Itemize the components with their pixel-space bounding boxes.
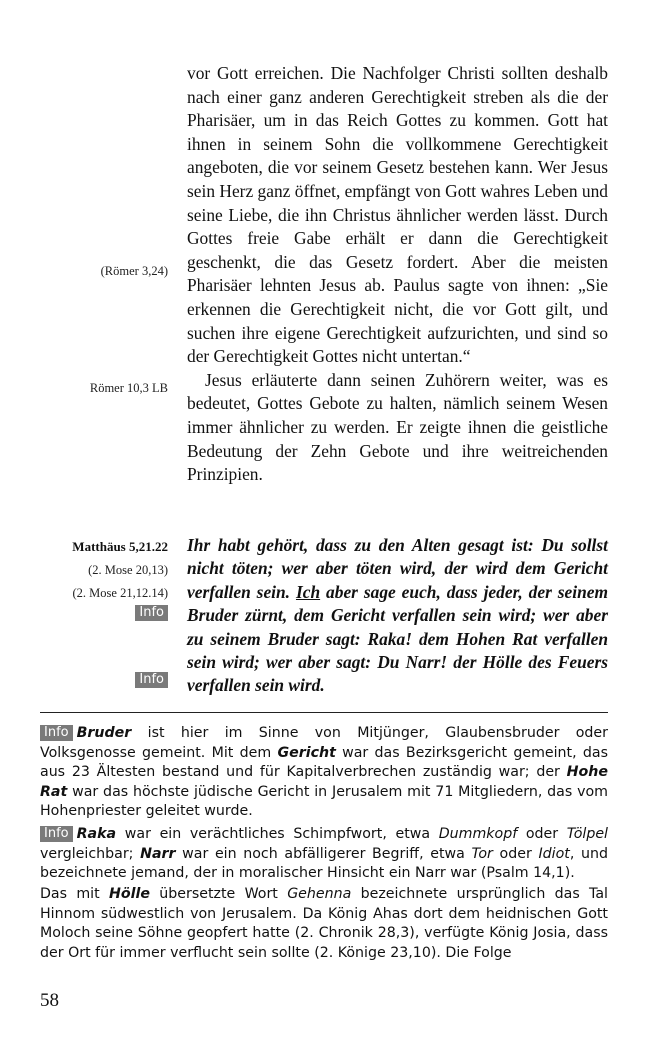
- body-text: [187, 62, 608, 487]
- footnote-text: war das Bezirksgericht gemeint, das aus 23 Ältesten bestand und für Kapitalverbrechen zuständig war; der: [40, 744, 608, 781]
- info-badge: Info: [135, 605, 168, 621]
- footnote-italic: Gehenna: [287, 886, 352, 902]
- footnote-raka: [40, 825, 608, 884]
- margin-ref-2mose-20-13: (2. Mose 20,13): [88, 563, 168, 577]
- footnote-text: übersetzte Wort: [149, 886, 288, 902]
- body-paragraph: vor Gott erreichen. Die Nachfolger Christi sollten deshalb nach einer ganz anderen Gerechtigkeit streben als die der Pharisäer, um in das Reich Gottes zu kommen. Gott hat ihnen in seinem Sohn die vollkommene Gerechtigkeit angeboten, die vor seinem Gesetz bestehen kann. Wer Jesus sein Herz ganz öffnet, empfängt von Gott wahres Leben und seine Liebe, die ihn Christus ähnlicher werden lässt. Durch Gottes freie Gabe erhält er dann die Gerechtigkeit geschenkt, die das Gesetz fordert. Aber die meisten Pharisäer lehnten Jesus ab. Paulus sagte von ihnen: „Sie erkennen die Gerechtigkeit nicht, die vor Gott gilt, und suchen ihre eigene Gerechtigkeit aufzurichten, und sind so der Gerechtigkeit Gottes nicht untertan.“: [187, 63, 608, 367]
- footnote-term: Hölle: [108, 886, 150, 902]
- footnote-text: , und bezeichnete jemand, der in moralischer Hinsicht ein Narr war (Psalm 14,1).: [40, 845, 608, 882]
- scripture-quote: [187, 534, 608, 698]
- footnote-term: Gericht: [277, 744, 336, 761]
- info-badge: Info: [40, 826, 73, 842]
- footnote-term: Hohe Rat: [40, 764, 608, 800]
- footnote-term: Narr: [140, 845, 176, 862]
- footnote-term: Bruder: [76, 725, 132, 741]
- info-badge: Info: [135, 672, 168, 688]
- footnote-text: war ein verächtliches Schimpfwort, etwa: [116, 826, 439, 842]
- quote-text: aber sage euch, dass jeder, der seinem Bruder zürnt, dem Gericht verfallen sein wird; wer aber zu seinem Bruder sagt: Raka! dem Hohen Rat verfallen sein wird; wer aber sagt: Du Narr! der Hölle des Feuers verfallen sein wird.: [187, 581, 609, 696]
- page-number: 58: [40, 990, 59, 1011]
- footnote-text: war ein noch abfälligerer Begriff, etwa: [175, 845, 472, 862]
- margin-ref-roemer-3-24: (Römer 3,24): [100, 264, 168, 278]
- footnote-italic: Dummkopf: [438, 826, 518, 842]
- footnote-italic: Tor: [471, 845, 493, 862]
- footnote-text: oder: [517, 826, 567, 842]
- footnote-text: bezeichnete ursprünglich das Tal Hinnom südwestlich von Jerusalem. Da König Ahas dort dem heidnischen Gott Moloch seine Söhne geopfert hatte (2. Chronik 28,3), verfügte König Josia, dass der Ort für immer verflucht sein sollte (2. Könige 23,10). Die Folge: [40, 886, 609, 961]
- footnote-italic: Tölpel: [566, 826, 608, 842]
- footnote-text: Das mit: [40, 886, 109, 902]
- margin-ref-2mose-21-12: (2. Mose 21,12.14): [72, 586, 168, 600]
- body-paragraph: Jesus erläuterte dann seinen Zuhörern weiter, was es bedeutet, Gottes Gebote zu halten, nämlich seinem Wesen immer ähnlicher zu werden. Er zeigte ihnen die geistliche Bedeutung der Zehn Gebote und ihre weitreichenden Prinzipien.: [187, 369, 608, 485]
- footnote-text: oder: [492, 845, 539, 862]
- quote-underlined-word: Ich: [295, 581, 321, 602]
- margin-ref-matthaeus-5-21: Matthäus 5,21.22: [72, 539, 168, 554]
- info-badge: Info: [40, 725, 73, 741]
- footnote-text: vergleichbar;: [40, 845, 141, 862]
- footnote-divider: [40, 712, 608, 713]
- footnote-term: Raka: [76, 826, 117, 842]
- footnote-text: ist hier im Sinne von Mitjünger, Glaubensbruder oder Volksgenosse gemeint. Mit dem: [40, 725, 608, 761]
- footnote-hoelle: [40, 885, 608, 963]
- footnote-bruder: [40, 724, 608, 822]
- quote-text: Ihr habt gehört, dass zu den Alten gesagt ist: Du sollst nicht töten; wer aber töten wird, der wird dem Gericht verfallen sein.: [187, 535, 608, 602]
- margin-ref-roemer-10-3: Römer 10,3 LB: [89, 381, 168, 395]
- footnote-text: war das höchste jüdische Gericht in Jerusalem mit 71 Mitgliedern, das vom Hohenpriester geleitet wurde.: [40, 783, 608, 820]
- footnote-italic: Idiot: [538, 845, 570, 862]
